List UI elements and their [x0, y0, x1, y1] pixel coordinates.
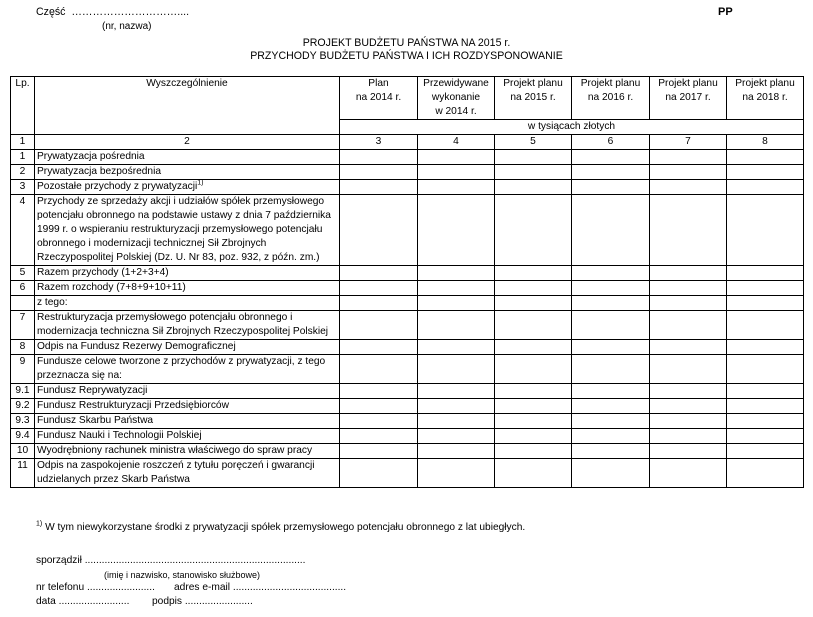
value-cell[interactable] — [572, 165, 650, 180]
value-cell[interactable] — [572, 150, 650, 165]
table-row — [11, 459, 804, 488]
row-number: 7 — [11, 311, 35, 340]
value-cell[interactable] — [340, 429, 418, 444]
row-description — [35, 165, 340, 180]
value-cell[interactable] — [650, 266, 727, 281]
table-row — [11, 311, 804, 340]
value-cell[interactable] — [727, 180, 804, 195]
value-cell[interactable] — [727, 311, 804, 340]
row-number: 9.2 — [11, 399, 35, 414]
value-cell[interactable] — [418, 281, 495, 296]
row-description — [35, 355, 340, 384]
value-cell[interactable] — [650, 150, 727, 165]
row-description-text: Fundusz Skarbu Państwa — [37, 415, 154, 426]
value-cell[interactable] — [727, 195, 804, 266]
value-cell[interactable] — [727, 444, 804, 459]
value-cell[interactable] — [340, 311, 418, 340]
value-cell[interactable] — [727, 459, 804, 488]
footnote — [36, 522, 525, 533]
value-cell[interactable] — [340, 444, 418, 459]
value-cell[interactable] — [418, 180, 495, 195]
value-cell[interactable] — [418, 165, 495, 180]
table-row — [11, 444, 804, 459]
value-cell[interactable] — [495, 429, 572, 444]
row-description-text: Fundusz Reprywatyzacji — [37, 385, 148, 396]
value-cell[interactable] — [727, 429, 804, 444]
row-description-text: Fundusze celowe tworzone z przychodów z prywatyzacji, z tego przeznacza się na: — [37, 356, 326, 381]
row-description — [35, 195, 340, 266]
row-description-text: Prywatyzacja bezpośrednia — [37, 166, 162, 177]
value-cell[interactable] — [572, 296, 650, 311]
value-cell[interactable] — [572, 384, 650, 399]
value-cell[interactable] — [418, 266, 495, 281]
col-header-6: Projekt planu na 2016 r. — [572, 77, 650, 120]
row-description-text: Wyodrębniony rachunek ministra właściwego do spraw pracy — [37, 445, 313, 456]
col-header-5: Projekt planu na 2015 r. — [495, 77, 572, 120]
row-description-text: Prywatyzacja pośrednia — [37, 151, 145, 162]
value-cell[interactable] — [418, 399, 495, 414]
value-cell[interactable] — [495, 180, 572, 195]
title-line-1: PROJEKT BUDŻETU PAŃSTWA NA 2015 r. — [302, 37, 511, 49]
row-description — [35, 311, 340, 340]
col-number: 5 — [495, 135, 572, 150]
table-body — [11, 150, 804, 488]
row-description-text: Przychody ze sprzedaży akcji i udziałów spółek przemysłowego potencjału obronnego na podstawie ustawy z dnia 7 października 1999 r. o wspieraniu restrukturyzacji przemysłowego potencjału obronnego i modernizacji technicznej Sił Zbrojnych Rzeczypospolitej Polskiej (Dz. U. Nr 83, poz. 932, z późn. zm.) — [37, 196, 331, 263]
col-number: 4 — [418, 135, 495, 150]
value-cell[interactable] — [495, 150, 572, 165]
value-cell[interactable] — [418, 150, 495, 165]
value-cell[interactable] — [572, 459, 650, 488]
value-cell[interactable] — [572, 444, 650, 459]
row-description — [35, 429, 340, 444]
row-number — [11, 296, 35, 311]
value-cell[interactable] — [572, 180, 650, 195]
value-cell[interactable] — [495, 281, 572, 296]
value-cell[interactable] — [727, 266, 804, 281]
row-description-text: Pozostałe przychody z prywatyzacji — [37, 181, 198, 192]
prepared-by-hint: (imię i nazwisko, stanowisko służbowe) — [104, 570, 261, 580]
revenue-table — [10, 76, 804, 488]
value-cell[interactable] — [727, 399, 804, 414]
value-cell[interactable] — [727, 340, 804, 355]
footnote-text: W tym niewykorzystane środki z prywatyzacji spółek przemysłowego potencjału obronnego z lat ubiegłych. — [45, 522, 526, 533]
col-number: 3 — [340, 135, 418, 150]
table-row — [11, 150, 804, 165]
col-number: 1 — [11, 135, 35, 150]
value-cell[interactable] — [650, 444, 727, 459]
row-description-text: Odpis na zaspokojenie roszczeń z tytułu poręczeń i gwarancji udzielanych przez Skarb Państwa — [37, 460, 315, 485]
column-number-row — [11, 135, 804, 150]
value-cell[interactable] — [650, 414, 727, 429]
value-cell[interactable] — [495, 414, 572, 429]
row-description — [35, 384, 340, 399]
row-description — [35, 414, 340, 429]
value-cell[interactable] — [572, 281, 650, 296]
value-cell[interactable] — [650, 180, 727, 195]
value-cell[interactable] — [650, 195, 727, 266]
col-header-lp: Lp. — [11, 77, 35, 135]
footnote-mark: 1) — [36, 520, 43, 528]
value-cell[interactable] — [340, 414, 418, 429]
row-number: 5 — [11, 266, 35, 281]
value-cell[interactable] — [650, 165, 727, 180]
value-cell[interactable] — [495, 266, 572, 281]
row-description-text: Restrukturyzacja przemysłowego potencjału obronnego i modernizacja techniczna Sił Zbrojnych Rzeczypospolitej Polskiej — [37, 312, 329, 337]
title-line-2: PRZYCHODY BUDŻETU PAŃSTWA I ICH ROZDYSPONOWANIE — [250, 50, 563, 62]
col-header-4: Przewidywane wykonanie w 2014 r. — [418, 77, 495, 120]
row-number: 6 — [11, 281, 35, 296]
value-cell[interactable] — [418, 444, 495, 459]
row-number: 1 — [11, 150, 35, 165]
value-cell[interactable] — [572, 266, 650, 281]
signature-field[interactable]: podpis ........................ — [152, 596, 253, 607]
value-cell[interactable] — [418, 414, 495, 429]
value-cell[interactable] — [340, 355, 418, 384]
value-cell[interactable] — [650, 355, 727, 384]
value-cell[interactable] — [340, 281, 418, 296]
col-header-desc: Wyszczególnienie — [35, 77, 340, 135]
row-number: 9.4 — [11, 429, 35, 444]
value-cell[interactable] — [727, 150, 804, 165]
value-cell[interactable] — [495, 296, 572, 311]
value-cell[interactable] — [418, 195, 495, 266]
part-label: Część ………………………….... — [36, 6, 190, 18]
value-cell[interactable] — [340, 195, 418, 266]
column-header-row — [11, 77, 804, 120]
value-cell[interactable] — [418, 459, 495, 488]
row-description — [35, 281, 340, 296]
value-cell[interactable] — [495, 444, 572, 459]
table-row — [11, 266, 804, 281]
value-cell[interactable] — [650, 399, 727, 414]
units-label: w tysiącach złotych — [340, 120, 804, 135]
value-cell[interactable] — [418, 296, 495, 311]
row-number: 8 — [11, 340, 35, 355]
value-cell[interactable] — [340, 340, 418, 355]
value-cell[interactable] — [418, 340, 495, 355]
value-cell[interactable] — [340, 459, 418, 488]
table-row — [11, 180, 804, 195]
row-description — [35, 296, 340, 311]
row-description-text: Razem przychody (1+2+3+4) — [37, 267, 169, 278]
prepared-by-field[interactable]: sporządził .............................................................................. — [36, 555, 306, 566]
value-cell[interactable] — [340, 165, 418, 180]
value-cell[interactable] — [340, 296, 418, 311]
value-cell[interactable] — [650, 429, 727, 444]
value-cell[interactable] — [572, 414, 650, 429]
value-cell[interactable] — [495, 459, 572, 488]
value-cell[interactable] — [572, 355, 650, 384]
value-cell[interactable] — [495, 311, 572, 340]
value-cell[interactable] — [727, 414, 804, 429]
value-cell[interactable] — [727, 296, 804, 311]
row-description — [35, 266, 340, 281]
row-description — [35, 444, 340, 459]
row-description-text: Razem rozchody (7+8+9+10+11) — [37, 282, 186, 293]
col-number: 6 — [572, 135, 650, 150]
value-cell[interactable] — [727, 384, 804, 399]
row-number: 10 — [11, 444, 35, 459]
value-cell[interactable] — [340, 150, 418, 165]
row-description-text: Fundusz Restrukturyzacji Przedsiębiorców — [37, 400, 229, 411]
value-cell[interactable] — [495, 355, 572, 384]
value-cell[interactable] — [340, 399, 418, 414]
col-number: 2 — [35, 135, 340, 150]
table-row — [11, 355, 804, 384]
row-number: 2 — [11, 165, 35, 180]
row-description — [35, 180, 340, 195]
row-description — [35, 150, 340, 165]
value-cell[interactable] — [572, 429, 650, 444]
col-header-8: Projekt planu na 2018 r. — [727, 77, 804, 120]
value-cell[interactable] — [650, 281, 727, 296]
footnote-ref: 1) — [197, 179, 204, 187]
value-cell[interactable] — [418, 384, 495, 399]
value-cell[interactable] — [340, 266, 418, 281]
col-header-7: Projekt planu na 2017 r. — [650, 77, 727, 120]
row-number: 9.1 — [11, 384, 35, 399]
table-row — [11, 195, 804, 266]
col-header-3: Plan na 2014 r. — [340, 77, 418, 120]
row-number: 9 — [11, 355, 35, 384]
table-row — [11, 340, 804, 355]
date-field[interactable]: data ......................... — [36, 596, 130, 607]
row-description-text: z tego: — [37, 297, 68, 308]
value-cell[interactable] — [572, 340, 650, 355]
row-number: 4 — [11, 195, 35, 266]
value-cell[interactable] — [495, 195, 572, 266]
row-description — [35, 340, 340, 355]
table-row — [11, 429, 804, 444]
table-row — [11, 165, 804, 180]
value-cell[interactable] — [572, 311, 650, 340]
value-cell[interactable] — [572, 399, 650, 414]
value-cell[interactable] — [418, 311, 495, 340]
row-number: 3 — [11, 180, 35, 195]
value-cell[interactable] — [418, 429, 495, 444]
value-cell[interactable] — [495, 399, 572, 414]
row-description — [35, 399, 340, 414]
row-number: 9.3 — [11, 414, 35, 429]
value-cell[interactable] — [495, 340, 572, 355]
table-row — [11, 384, 804, 399]
row-description-text: Odpis na Fundusz Rezerwy Demograficznej — [37, 341, 236, 352]
value-cell[interactable] — [650, 296, 727, 311]
row-description — [35, 459, 340, 488]
value-cell[interactable] — [727, 281, 804, 296]
part-hint: (nr, nazwa) — [102, 21, 152, 32]
value-cell[interactable] — [495, 165, 572, 180]
table-row — [11, 399, 804, 414]
value-cell[interactable] — [340, 180, 418, 195]
value-cell[interactable] — [495, 384, 572, 399]
value-cell[interactable] — [650, 459, 727, 488]
value-cell[interactable] — [340, 384, 418, 399]
table-row — [11, 414, 804, 429]
email-field[interactable]: adres e-mail ........................................ — [174, 582, 347, 593]
row-description-text: Fundusz Nauki i Technologii Polskiej — [37, 430, 202, 441]
value-cell[interactable] — [727, 355, 804, 384]
value-cell[interactable] — [572, 195, 650, 266]
value-cell[interactable] — [418, 355, 495, 384]
col-number: 8 — [727, 135, 804, 150]
value-cell[interactable] — [650, 340, 727, 355]
value-cell[interactable] — [650, 311, 727, 340]
table-row — [11, 281, 804, 296]
value-cell[interactable] — [727, 165, 804, 180]
phone-field[interactable]: nr telefonu ........................ — [36, 582, 155, 593]
value-cell[interactable] — [650, 384, 727, 399]
table-row — [11, 296, 804, 311]
form-code: PP — [718, 6, 733, 18]
col-number: 7 — [650, 135, 727, 150]
row-number: 11 — [11, 459, 35, 488]
